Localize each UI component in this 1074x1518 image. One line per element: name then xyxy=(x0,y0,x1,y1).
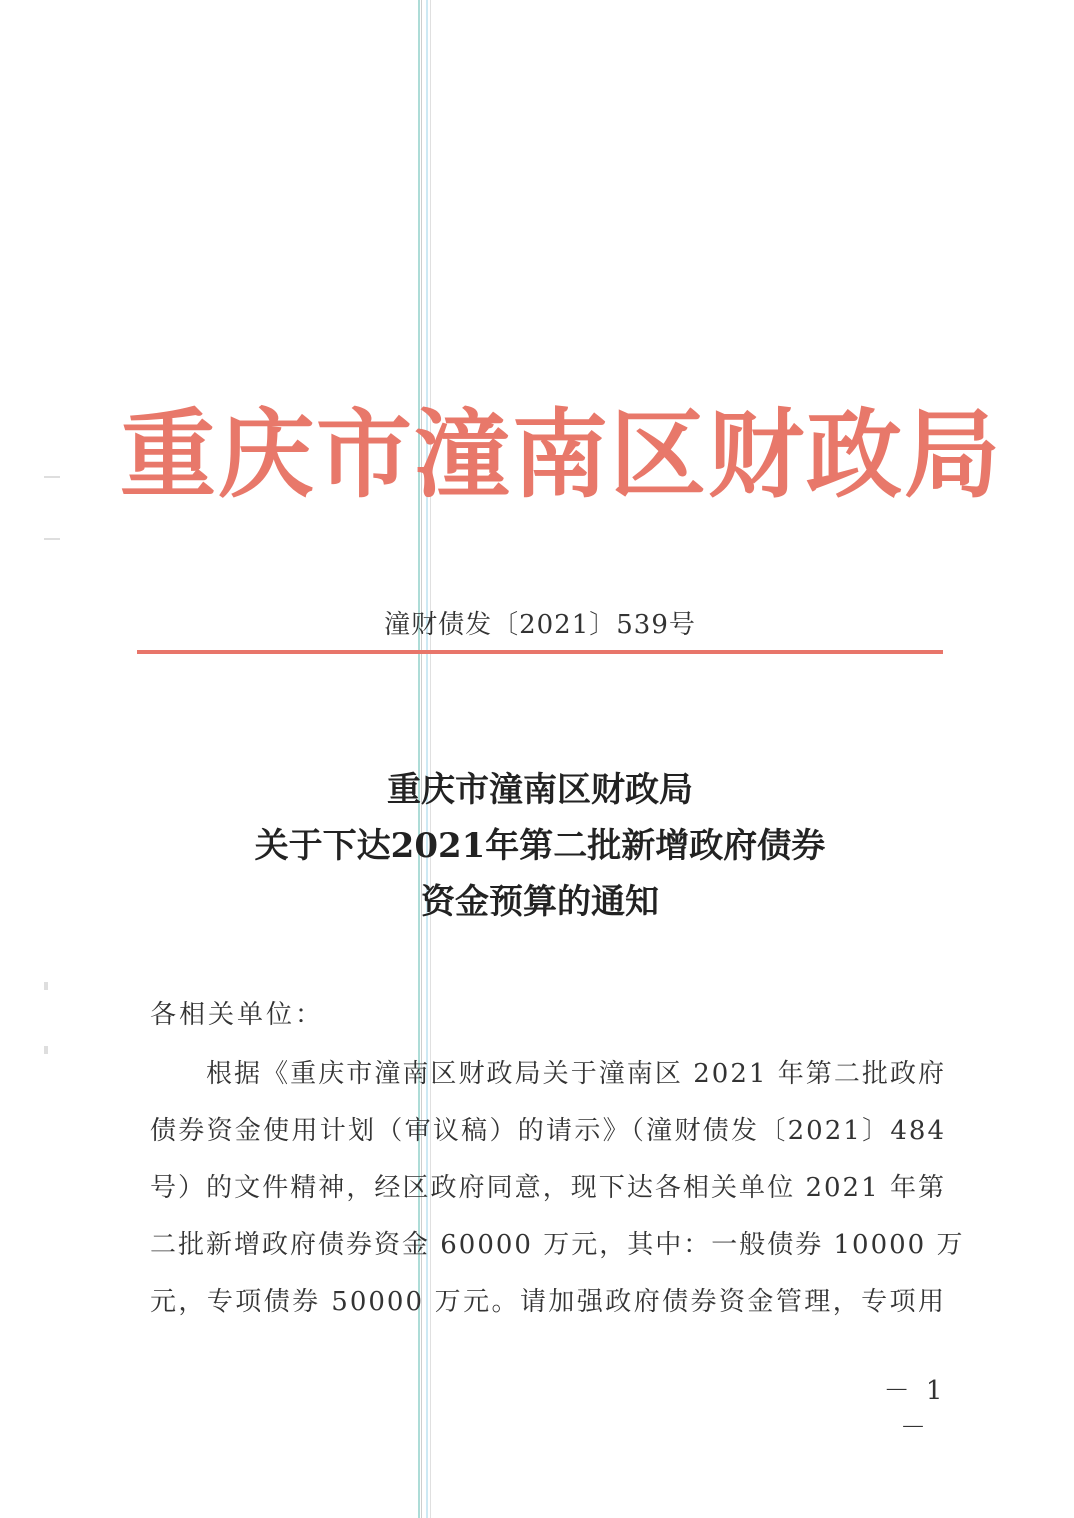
document-title xyxy=(120,762,960,930)
salutation: 各相关单位： xyxy=(150,1000,325,1030)
title-line-1: 重庆市潼南区财政局 xyxy=(387,770,693,810)
body-line: 债券资金使用计划（审议稿）的请示》（潼财债发〔2021〕484 xyxy=(150,1116,946,1146)
margin-speck xyxy=(44,982,48,990)
body-paragraph xyxy=(150,1046,965,1331)
body-line: 号）的文件精神，经区政府同意，现下达各相关单位 2021 年第 xyxy=(150,1173,946,1203)
issuer-masthead: 重庆市潼南区财政局 xyxy=(120,398,1002,511)
document-number: 潼财债发〔2021〕539号 xyxy=(384,610,696,640)
body-line: 元，专项债券 50000 万元。请加强政府债券资金管理，专项用 xyxy=(150,1287,946,1317)
red-divider-rule xyxy=(137,650,943,654)
body-line: 二批新增政府债券资金 60000 万元，其中：一般债券 10000 万 xyxy=(150,1230,965,1260)
title-line-3: 资金预算的通知 xyxy=(421,882,659,922)
margin-speck xyxy=(44,1046,48,1054)
margin-speck xyxy=(44,476,60,478)
margin-speck xyxy=(44,538,60,540)
page-number: － 1 － xyxy=(883,1376,947,1443)
body-line: 根据《重庆市潼南区财政局关于潼南区 2021 年第二批政府 xyxy=(206,1059,946,1089)
title-line-2: 关于下达2021年第二批新增政府债券 xyxy=(254,826,826,866)
